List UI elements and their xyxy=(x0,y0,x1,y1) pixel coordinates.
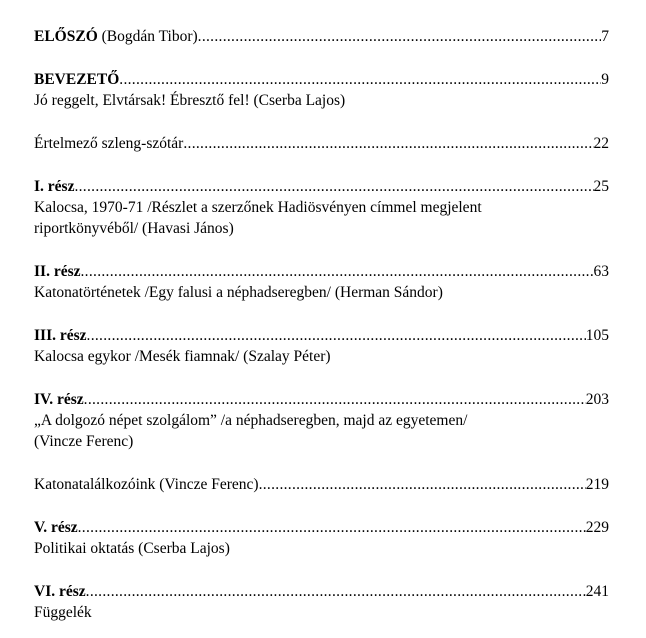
toc-entry-intro xyxy=(34,69,609,111)
page-number: 241 xyxy=(585,583,609,600)
entry-title-bold: V. rész xyxy=(34,519,78,536)
entry-subtitle: Függelék xyxy=(34,604,92,621)
toc-entry-preface xyxy=(34,26,609,47)
toc-row xyxy=(34,26,609,47)
leader-dots xyxy=(119,69,601,90)
leader-dots xyxy=(74,176,593,197)
leader-dots xyxy=(84,389,586,410)
page-number: 22 xyxy=(593,135,609,152)
entry-title-bold: ELŐSZÓ xyxy=(34,28,98,45)
leader-dots xyxy=(259,474,586,495)
entry-subtitle-line1: Kalocsa, 1970-71 /Részlet a szerzőnek Hadiösvényen címmel megjelent xyxy=(34,199,482,216)
entry-title-bold: IV. rész xyxy=(34,391,84,408)
leader-dots xyxy=(81,261,594,282)
entry-title-rest: (Bogdán Tibor) xyxy=(97,28,198,45)
entry-title: Értelmező szleng-szótár xyxy=(34,135,184,152)
toc-row xyxy=(34,176,609,197)
page-number: 105 xyxy=(585,327,609,344)
entry-title-bold: I. rész xyxy=(34,178,75,195)
toc-row xyxy=(34,261,609,282)
entry-title xyxy=(34,581,86,602)
table-of-contents xyxy=(34,26,609,623)
toc-entry-part5 xyxy=(34,517,609,559)
entry-title xyxy=(34,176,74,197)
entry-title xyxy=(34,517,78,538)
entry-title-bold: II. rész xyxy=(34,263,81,280)
toc-entry-part4 xyxy=(34,389,609,452)
entry-title xyxy=(34,69,119,90)
entry-title: Katonatalálkozóink (Vincze Ferenc) xyxy=(34,476,259,493)
leader-dots xyxy=(86,581,586,602)
page-number: 63 xyxy=(593,263,609,280)
page-number: 219 xyxy=(585,476,609,493)
toc-row xyxy=(34,389,609,410)
entry-title-bold: III. rész xyxy=(34,327,87,344)
toc-row xyxy=(34,474,609,495)
entry-subtitle: Kalocsa egykor /Mesék fiamnak/ (Szalay Péter) xyxy=(34,348,331,365)
entry-subtitle-line1: „A dolgozó népet szolgálom” /a néphadseregben, majd az egyetemen/ xyxy=(34,412,468,429)
toc-row xyxy=(34,133,609,154)
entry-title xyxy=(34,389,84,410)
page-number: 203 xyxy=(585,391,609,408)
page-number: 229 xyxy=(585,519,609,536)
entry-subtitle: Katonatörténetek /Egy falusi a néphadseregben/ (Herman Sándor) xyxy=(34,284,443,301)
entry-subtitle-line2: riportkönyvéből/ (Havasi János) xyxy=(34,220,234,237)
entry-subtitle-line2: (Vincze Ferenc) xyxy=(34,433,134,450)
page-number: 7 xyxy=(601,28,609,45)
entry-title-bold: BEVEZETŐ xyxy=(34,71,120,88)
toc-entry-reunions xyxy=(34,474,609,495)
toc-row xyxy=(34,69,609,90)
entry-subtitle: Jó reggelt, Elvtársak! Ébresztő fel! (Cserba Lajos) xyxy=(34,92,346,109)
leader-dots xyxy=(198,26,602,47)
toc-row xyxy=(34,517,609,538)
toc-row xyxy=(34,581,609,602)
leader-dots xyxy=(183,133,593,154)
toc-entry-part1 xyxy=(34,176,609,239)
entry-title xyxy=(34,261,81,282)
page-number: 9 xyxy=(601,71,609,88)
entry-title xyxy=(34,325,87,346)
toc-entry-part6 xyxy=(34,581,609,623)
entry-subtitle: Politikai oktatás (Cserba Lajos) xyxy=(34,540,230,557)
toc-row xyxy=(34,325,609,346)
toc-entry-glossary xyxy=(34,133,609,154)
entry-title-bold: VI. rész xyxy=(34,583,86,600)
page-number: 25 xyxy=(593,178,609,195)
toc-entry-part3 xyxy=(34,325,609,367)
entry-title xyxy=(34,26,198,47)
leader-dots xyxy=(78,517,586,538)
leader-dots xyxy=(87,325,586,346)
toc-entry-part2 xyxy=(34,261,609,303)
